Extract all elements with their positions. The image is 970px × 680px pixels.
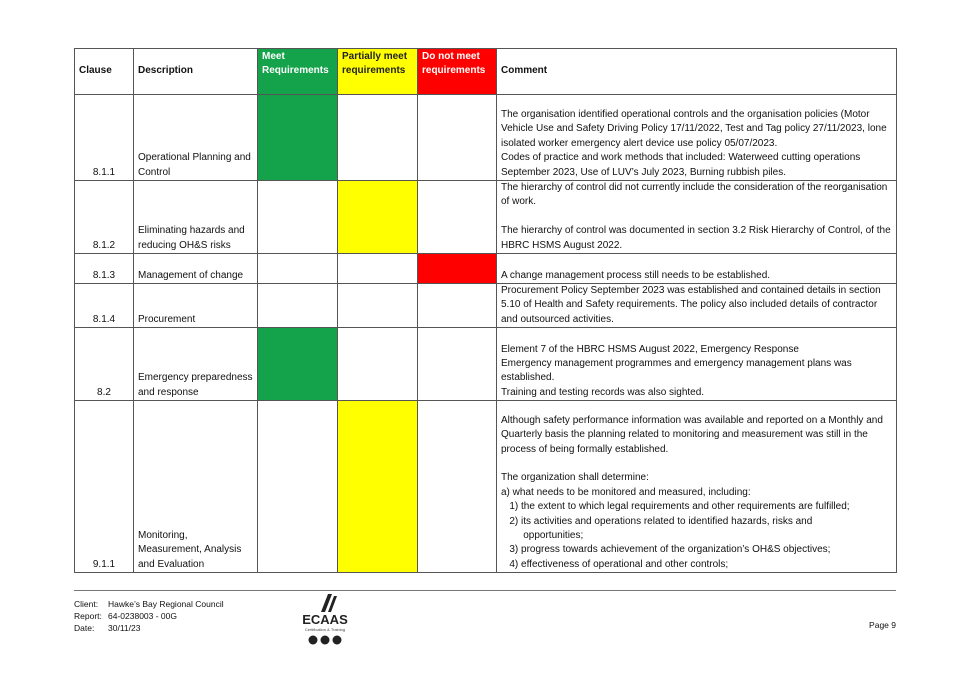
header-do-not-meet: Do not meet requirements xyxy=(418,49,497,95)
ecaas-logo xyxy=(295,592,355,650)
partial-indicator xyxy=(338,181,418,254)
footer-client-label: Client: xyxy=(74,599,99,609)
meet-indicator xyxy=(258,254,338,284)
partial-indicator xyxy=(338,254,418,284)
description-cell: Procurement xyxy=(134,284,258,328)
description-cell: Eliminating hazards and reducing OH&S risks xyxy=(134,181,258,254)
comment-cell: Procurement Policy September 2023 was established and contained details in section 5.10 of Health and Safety requirements. The policy also included details of contractor and outsourced activities. xyxy=(497,284,897,328)
footer-client-line xyxy=(74,598,224,610)
header-comment: Comment xyxy=(497,49,897,95)
clause-cell: 8.1.2 xyxy=(75,181,134,254)
clause-cell: 9.1.1 xyxy=(75,401,134,573)
description-cell: Management of change xyxy=(134,254,258,284)
accreditation-badge-icon xyxy=(309,636,318,645)
table-header-row xyxy=(75,49,897,95)
footer-client: Hawke’s Bay Regional Council xyxy=(108,599,224,609)
table-row xyxy=(75,284,897,328)
clause-cell: 8.1.3 xyxy=(75,254,134,284)
table-row xyxy=(75,328,897,401)
table-row xyxy=(75,181,897,254)
table-row xyxy=(75,95,897,181)
footer-info xyxy=(74,598,224,634)
clause-cell: 8.1.1 xyxy=(75,95,134,181)
meet-indicator xyxy=(258,284,338,328)
footer-date-label: Date: xyxy=(74,623,95,633)
logo-subtext: Certification & Training xyxy=(304,627,346,632)
footer-report-label: Report: xyxy=(74,611,102,621)
partial-indicator xyxy=(338,284,418,328)
accreditation-badge-icon xyxy=(333,636,342,645)
meet-indicator xyxy=(258,181,338,254)
not-meet-indicator xyxy=(418,328,497,401)
header-partially-meet: Partially meet requirements xyxy=(338,49,418,95)
comment-cell: The hierarchy of control did not currently include the consideration of the reorganisation of work. The hierarchy of control was documented in section 3.2 Risk Hierarchy of Control, of the HBRC HSMS August 2022. xyxy=(497,181,897,254)
footer-date: 30/11/23 xyxy=(108,623,141,633)
description-cell: Monitoring, Measurement, Analysis and Evaluation xyxy=(134,401,258,573)
audit-table xyxy=(74,48,897,573)
description-cell: Emergency preparedness and response xyxy=(134,328,258,401)
logo-text: ECAAS xyxy=(302,612,348,627)
partial-indicator xyxy=(338,401,418,573)
header-description: Description xyxy=(134,49,258,95)
not-meet-indicator xyxy=(418,401,497,573)
comment-cell: A change management process still needs to be established. xyxy=(497,254,897,284)
not-meet-indicator xyxy=(418,181,497,254)
meet-indicator xyxy=(258,95,338,181)
header-meet-requirements: Meet Requirements xyxy=(258,49,338,95)
meet-indicator xyxy=(258,401,338,573)
footer-date-line xyxy=(74,622,224,634)
table-row xyxy=(75,401,897,573)
clause-cell: 8.1.4 xyxy=(75,284,134,328)
meet-indicator xyxy=(258,328,338,401)
description-cell: Operational Planning and Control xyxy=(134,95,258,181)
not-meet-indicator xyxy=(418,284,497,328)
clause-cell: 8.2 xyxy=(75,328,134,401)
partial-indicator xyxy=(338,95,418,181)
page-number: Page 9 xyxy=(869,620,896,630)
comment-cell: Element 7 of the HBRC HSMS August 2022, Emergency Response Emergency management programmes and emergency management plans was established. Training and testing records was also sighted. xyxy=(497,328,897,401)
accreditation-badge-icon xyxy=(321,636,330,645)
not-meet-indicator xyxy=(418,95,497,181)
table-row xyxy=(75,254,897,284)
footer-report: 64-0238003 - 00G xyxy=(108,611,177,621)
header-clause: Clause xyxy=(75,49,134,95)
not-meet-indicator xyxy=(418,254,497,284)
comment-cell: Although safety performance information was available and reported on a Monthly and Quarterly basis the planning related to monitoring and measurement was still in the process of being formally established. The organization shall determine: a) what needs to be monitored and measured, including: 1) the extent to which legal requirements and other requirements are fulfilled; 2) its activities and operations related to identified hazards, risks and opportunities; 3) progress towards achievement of the organization’s OH&S objectives; 4) effectiveness of operational and other controls; xyxy=(497,401,897,573)
partial-indicator xyxy=(338,328,418,401)
footer-divider xyxy=(74,590,896,591)
footer-report-line xyxy=(74,610,224,622)
comment-cell: The organisation identified operational controls and the organisation policies (Motor Vehicle Use and Safety Driving Policy 17/11/2022, Test and Tag policy 27/11/2023, lone isolated worker emergency alert device use policy 05/07/2023. Codes of practice and work methods that included: Waterweed cutting operations September 2023, Use of LUV’s July 2023, Burning rubbish piles. xyxy=(497,95,897,181)
